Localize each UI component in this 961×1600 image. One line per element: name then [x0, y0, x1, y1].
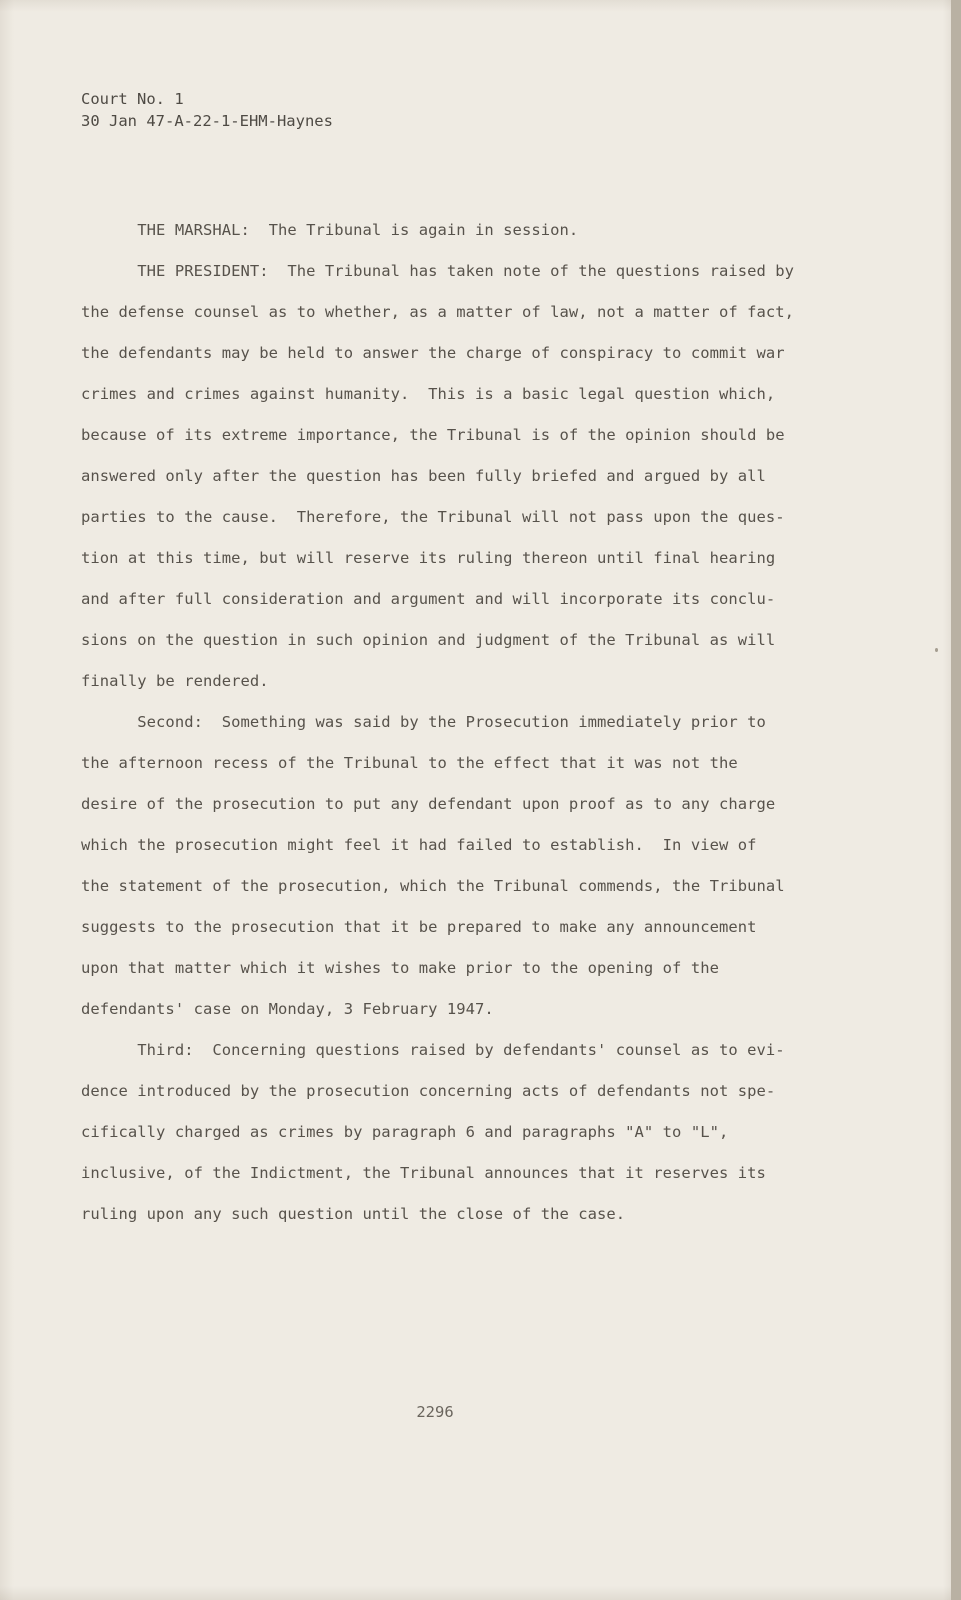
transcript-line: ruling upon any such question until the close of the case.: [81, 1205, 626, 1223]
transcript-line: Second: Something was said by the Prosecution immediately prior to: [81, 713, 766, 731]
court-number: Court No. 1: [81, 90, 184, 108]
transcript-line: the defense counsel as to whether, as a matter of law, not a matter of fact,: [81, 303, 795, 321]
transcript-line: tion at this time, but will reserve its ruling thereon until final hearing: [81, 549, 776, 567]
transcript-reference: 30 Jan 47-A-22-1-EHM-Haynes: [81, 112, 333, 130]
page-number: 2296: [416, 1403, 454, 1421]
transcript-line: cifically charged as crimes by paragraph 6 and paragraphs "A" to "L",: [81, 1123, 729, 1141]
transcript-line: defendants' case on Monday, 3 February 1947.: [81, 1000, 494, 1018]
transcript-line: Third: Concerning questions raised by defendants' counsel as to evi-: [81, 1041, 785, 1059]
page-edge-shadow: [951, 0, 961, 1600]
transcript-line: the afternoon recess of the Tribunal to the effect that it was not the: [81, 754, 738, 772]
page-header: [81, 88, 333, 132]
transcript-line: because of its extreme importance, the Tribunal is of the opinion should be: [81, 426, 785, 444]
transcript-line: the statement of the prosecution, which the Tribunal commends, the Tribunal: [81, 877, 785, 895]
transcript-line: which the prosecution might feel it had failed to establish. In view of: [81, 836, 757, 854]
paper-speck: [935, 648, 938, 652]
transcript-line: desire of the prosecution to put any defendant upon proof as to any charge: [81, 795, 776, 813]
transcript-line: parties to the cause. Therefore, the Tribunal will not pass upon the ques-: [81, 508, 785, 526]
transcript-line: the defendants may be held to answer the charge of conspiracy to commit war: [81, 344, 785, 362]
transcript-line: inclusive, of the Indictment, the Tribunal announces that it reserves its: [81, 1164, 766, 1182]
transcript-line: suggests to the prosecution that it be prepared to make any announcement: [81, 918, 757, 936]
transcript-line: finally be rendered.: [81, 672, 269, 690]
transcript-line: sions on the question in such opinion and judgment of the Tribunal as will: [81, 631, 776, 649]
transcript-line: and after full consideration and argument and will incorporate its conclu-: [81, 590, 776, 608]
transcript-line: answered only after the question has been fully briefed and argued by all: [81, 467, 766, 485]
transcript-body: [81, 210, 851, 1235]
transcript-line: THE MARSHAL: The Tribunal is again in session.: [81, 221, 579, 239]
transcript-line: upon that matter which it wishes to make prior to the opening of the: [81, 959, 719, 977]
transcript-line: dence introduced by the prosecution concerning acts of defendants not spe-: [81, 1082, 776, 1100]
transcript-line: THE PRESIDENT: The Tribunal has taken note of the questions raised by: [81, 262, 795, 280]
transcript-line: crimes and crimes against humanity. This is a basic legal question which,: [81, 385, 776, 403]
